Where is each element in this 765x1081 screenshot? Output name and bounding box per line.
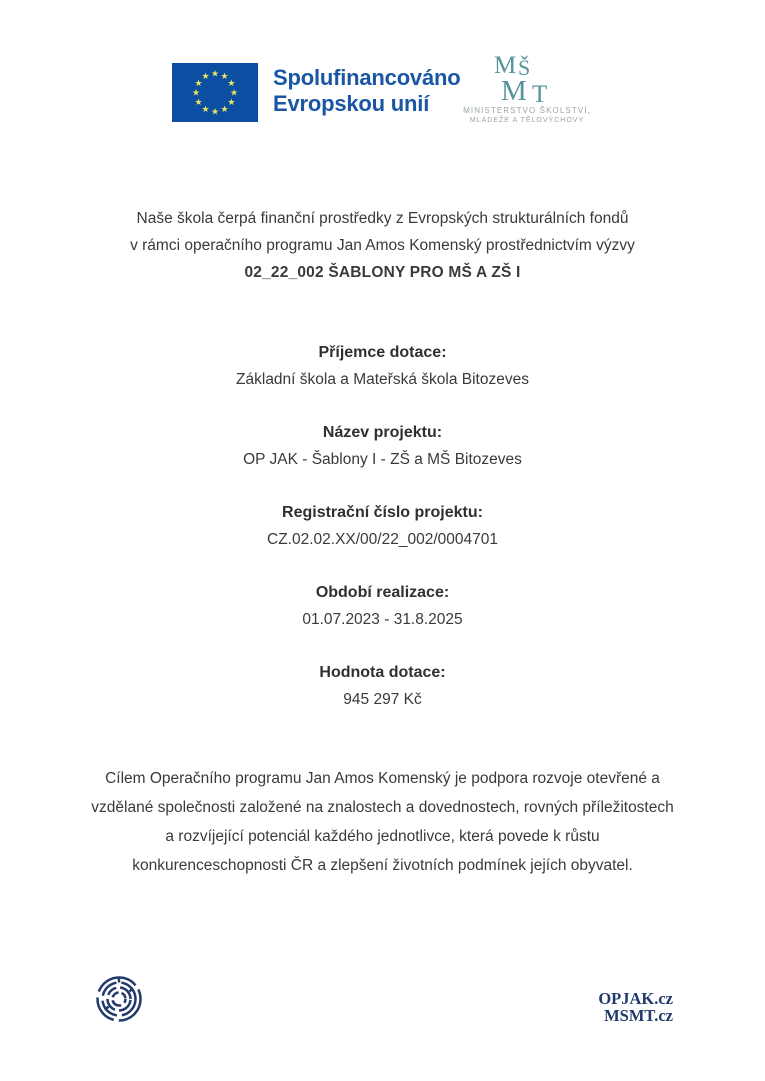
- svg-text:★: ★: [201, 72, 210, 82]
- closing-line-4: konkurenceschopnosti ČR a zlepšení životních podmínek jejích obyvatel.: [132, 857, 633, 874]
- svg-text:★: ★: [210, 69, 220, 80]
- eu-cofunded-logo: [172, 63, 460, 122]
- section-project-name: [0, 423, 765, 470]
- svg-text:★: ★: [229, 88, 239, 99]
- section-value: CZ.02.02.XX/00/22_002/0004701: [267, 531, 498, 548]
- svg-text:T: T: [532, 81, 548, 104]
- msmt-caption: [447, 106, 607, 126]
- eu-flag-icon: [172, 63, 258, 122]
- svg-text:M: M: [494, 52, 517, 79]
- msmt-caption-line2: MLÁDEŽE A TĚLOVÝCHOVY: [469, 117, 585, 124]
- section-recipient: [0, 343, 765, 390]
- section-value: 945 297 Kč: [343, 691, 422, 708]
- intro-line-1: Naše škola čerpá finanční prostředky z Evropských strukturálních fondů: [136, 210, 629, 227]
- svg-text:★: ★: [194, 79, 203, 89]
- svg-text:★: ★: [227, 98, 236, 108]
- msmt-caption-line1: MINISTERSTVO ŠKOLSTVÍ,: [463, 106, 591, 115]
- closing-line-1: Cílem Operačního programu Jan Amos Komenský je podpora rozvoje otevřené a: [105, 770, 660, 787]
- svg-text:★: ★: [201, 105, 210, 115]
- msmt-monogram-icon: [492, 52, 562, 104]
- section-value: OP JAK - Šablony I - ZŠ a MŠ Bitozeves: [243, 451, 522, 468]
- msmt-logo: [447, 52, 607, 126]
- section-realization-period: [0, 583, 765, 630]
- section-label: Období realizace:: [315, 584, 450, 601]
- closing-line-2: vzdělané společnosti založené na znalostech a dovednostech, rovných příležitostech: [91, 799, 674, 816]
- intro-paragraph: [0, 205, 765, 286]
- eu-logo-text-line2: Evropskou unií: [273, 91, 430, 116]
- closing-paragraph: [0, 764, 765, 880]
- svg-text:★: ★: [227, 79, 236, 89]
- section-grant-value: [0, 663, 765, 710]
- intro-call-number: 02_22_002 ŠABLONY PRO MŠ A ZŠ I: [244, 264, 521, 281]
- svg-text:★: ★: [191, 88, 201, 99]
- svg-text:M: M: [501, 75, 527, 104]
- eu-logo-wordmark: [273, 65, 460, 117]
- section-label: Registrační číslo projektu:: [282, 504, 483, 521]
- section-label: Název projektu:: [322, 424, 443, 441]
- section-label: Hodnota dotace:: [319, 664, 446, 681]
- intro-line-2: v rámci operačního programu Jan Amos Komenský prostřednictvím výzvy: [130, 237, 635, 254]
- svg-text:★: ★: [220, 72, 229, 82]
- closing-line-3: a rozvíjející potenciál každého jednotlivce, která povede k růstu: [165, 828, 600, 845]
- svg-text:★: ★: [220, 105, 229, 115]
- svg-text:★: ★: [194, 98, 203, 108]
- section-value: 01.07.2023 - 31.8.2025: [302, 611, 463, 628]
- section-label: Příjemce dotace:: [318, 344, 447, 361]
- section-registration-number: [0, 503, 765, 550]
- opjak-link[interactable]: OPJAK.cz: [598, 989, 673, 1008]
- section-value: Základní škola a Mateřská škola Bitozeves: [236, 371, 529, 388]
- footer-links: [598, 990, 673, 1024]
- msmt-link[interactable]: MSMT.cz: [604, 1006, 673, 1025]
- eu-logo-text-line1: Spolufinancováno: [273, 65, 461, 90]
- svg-text:★: ★: [210, 107, 220, 118]
- svg-text:Š: Š: [518, 55, 531, 80]
- opjak-labyrinth-logo: [95, 974, 143, 1024]
